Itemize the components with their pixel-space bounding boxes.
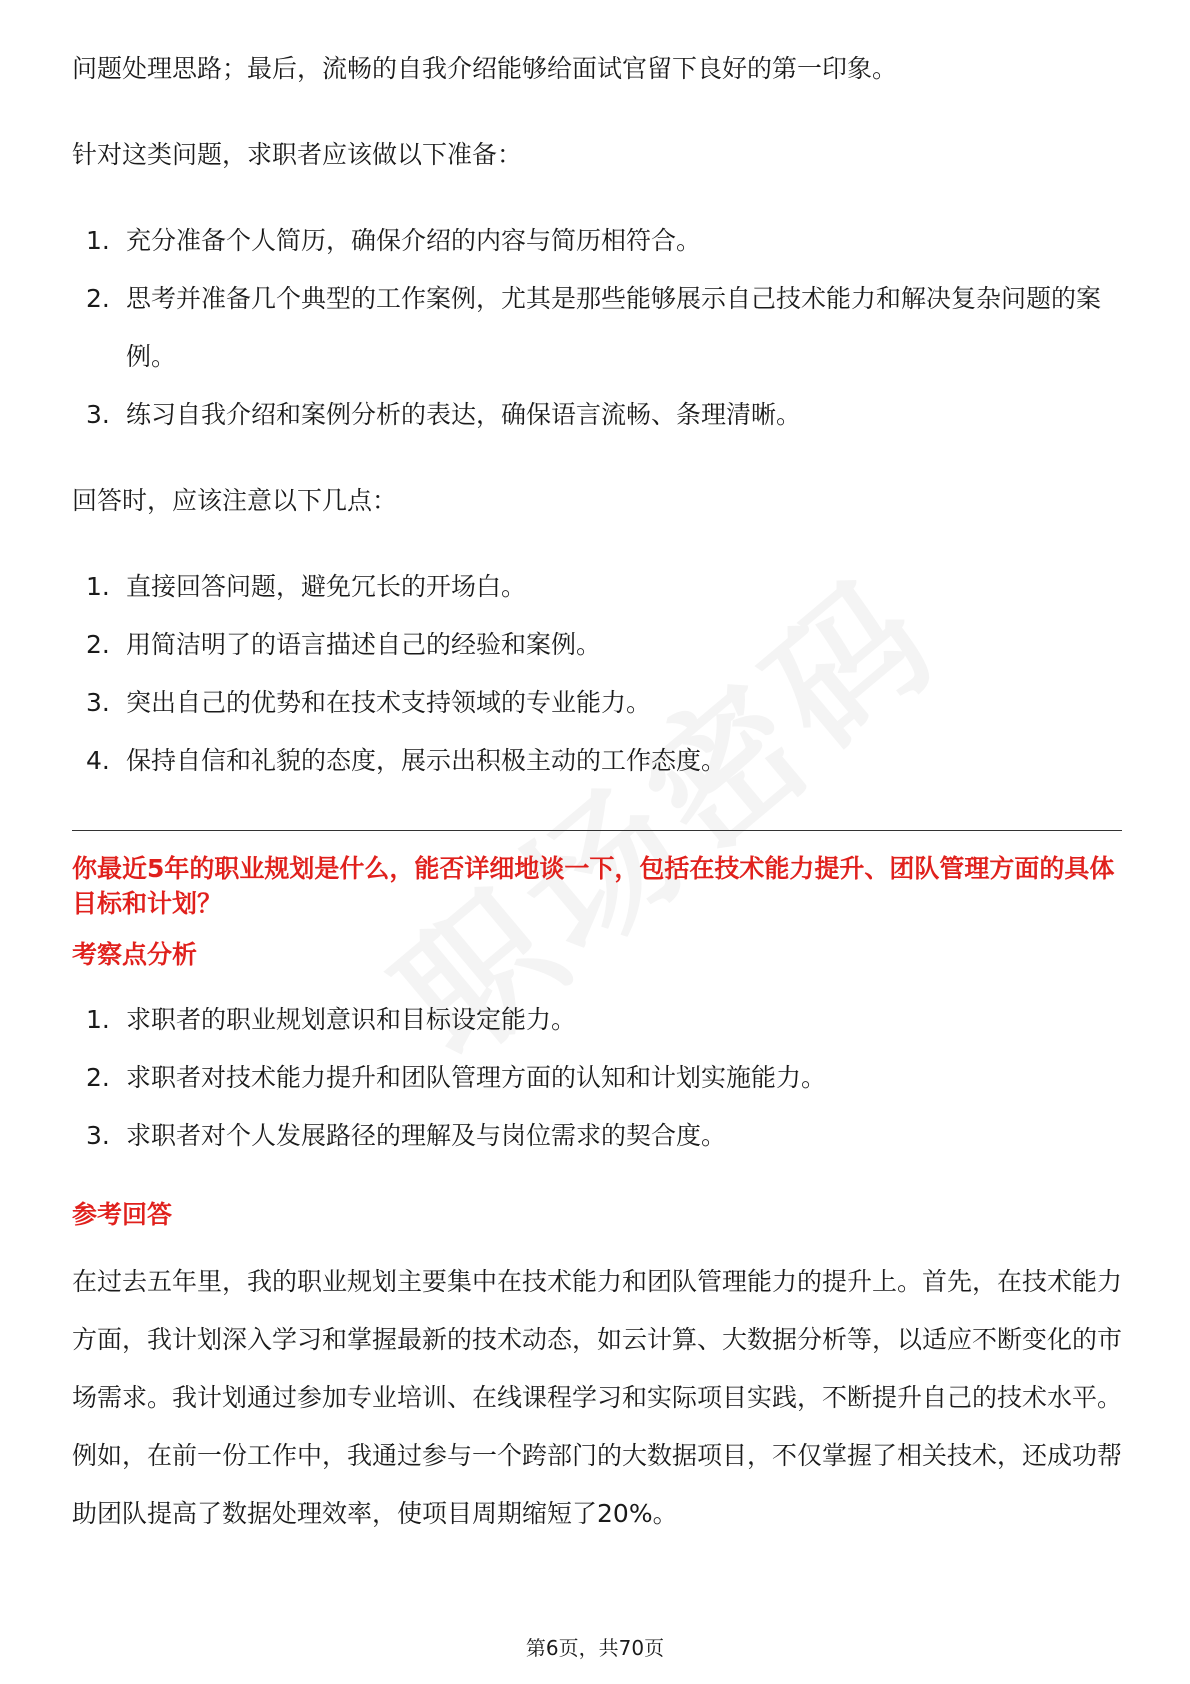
page-number: 第6页，共70页 [525,1636,665,1660]
list-item: 3. 突出自己的优势和在技术支持领域的专业能力。 [86,688,652,717]
list-item: 3. 求职者对个人发展路径的理解及与岗位需求的契合度。 [86,1121,727,1150]
answer-tips-list [72,558,1122,790]
list-item: 1. 充分准备个人简历，确保介绍的内容与简历相符合。 [86,226,702,255]
reference-answer: 在过去五年里，我的职业规划主要集中在技术能力和团队管理能力的提升上。首先，在技术能力方面，我计划深入学习和掌握最新的技术动态，如云计算、大数据分析等，以适应不断变化的市场需求。我计划通过参加专业培训、在线课程学习和实际项目实践，不断提升自己的技术水平。例如，在前一份工作中，我通过参与一个跨部门的大数据项目，不仅掌握了相关技术，还成功帮助团队提高了数据处理效率，使项目周期缩短了20%。 [72,1267,1123,1528]
intro-paragraph: 问题处理思路；最后，流畅的自我介绍能够给面试官留下良好的第一印象。 [72,54,898,83]
list-item: 4. 保持自信和礼貌的态度，展示出积极主动的工作态度。 [86,746,727,775]
reference-title: 参考回答 [72,1200,173,1229]
list-item: 2. 求职者对技术能力提升和团队管理方面的认知和计划实施能力。 [86,1063,827,1092]
list-item: 2. 用简洁明了的语言描述自己的经验和案例。 [86,630,602,659]
list-item: 2. 思考并准备几个典型的工作案例，尤其是那些能够展示自己技术能力和解决复杂问题的案例。 [86,284,1102,371]
analysis-list [72,991,1122,1165]
prep-heading: 针对这类问题，求职者应该做以下准备： [72,140,523,169]
document-page [72,40,1122,1543]
answer-tips-heading: 回答时，应该注意以下几点： [72,486,398,515]
prep-list [72,212,1122,444]
list-item: 1. 求职者的职业规划意识和目标设定能力。 [86,1005,577,1034]
interview-question: 你最近5年的职业规划是什么，能否详细地谈一下，包括在技术能力提升、团队管理方面的具体目标和计划？ [72,854,1115,918]
section-divider [72,830,1122,831]
list-item: 3. 练习自我介绍和案例分析的表达，确保语言流畅、条理清晰。 [86,400,802,429]
analysis-title: 考察点分析 [72,940,198,969]
list-item: 1. 直接回答问题，避免冗长的开场白。 [86,572,527,601]
